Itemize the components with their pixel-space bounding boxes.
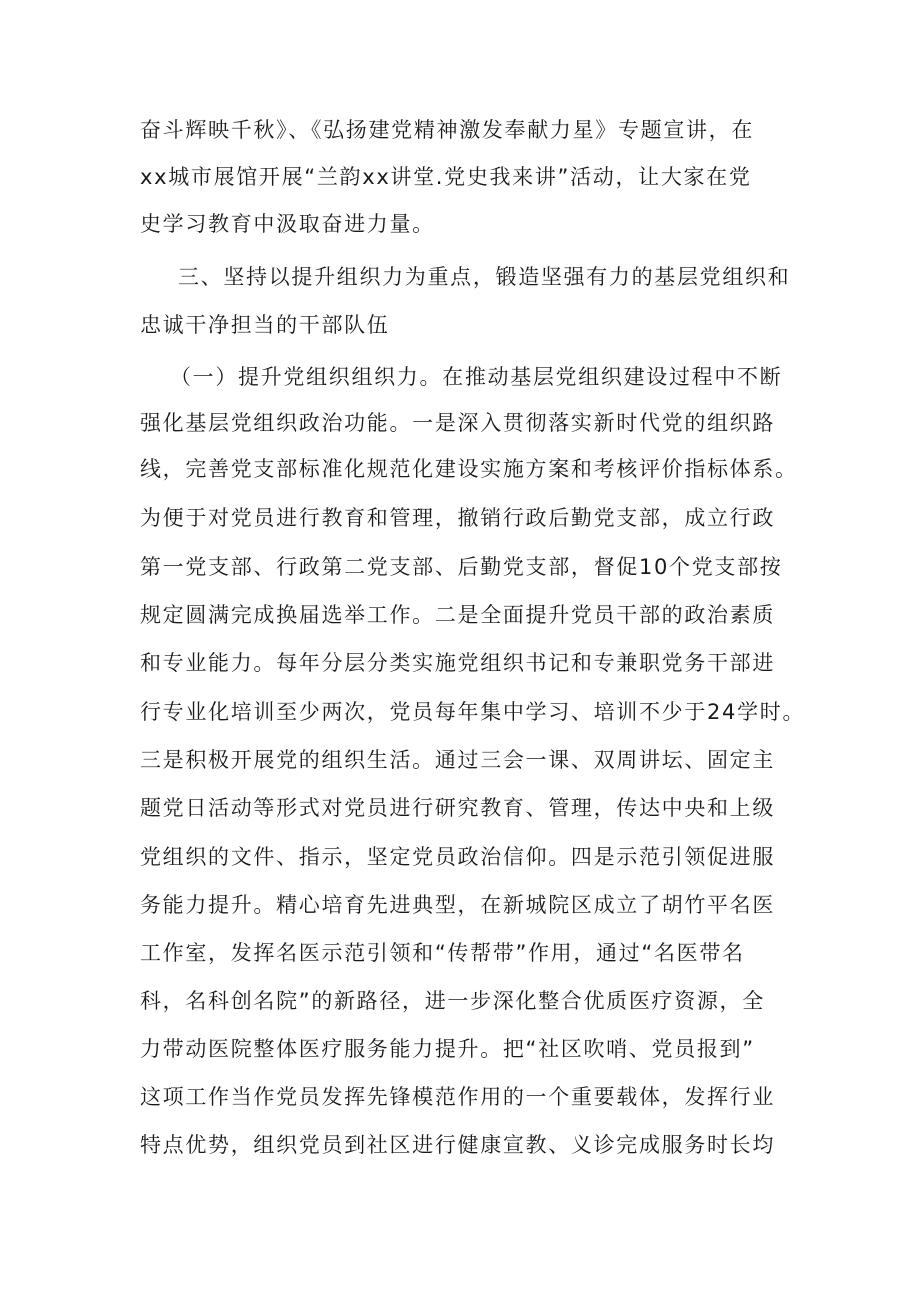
text-line: 为便于对党员进行教育和管理，撤销行政后勤党支部，成立行政 [140, 506, 776, 530]
text-line: 党组织的文件、指示，坚定党员政治信仰。四是示范引领促进服 [140, 845, 776, 869]
text-line: 务能力提升。精心培育先进典型，在新城院区成立了胡竹平名医 [140, 893, 776, 917]
text-line: 和专业能力。每年分层分类实施党组织书记和专兼职党务干部进 [140, 651, 776, 675]
text-line: 工作室，发挥名医示范引领和“传帮带”作用，通过“名医带名 [140, 941, 745, 965]
text-line: 奋斗辉映千秋》、《弘扬建党精神激发奉献力星》专题宣讲，在 [140, 118, 755, 142]
section-heading-line: 三、坚持以提升组织力为重点，锻造坚强有力的基层党组织和 [178, 265, 791, 289]
section-heading-line: 忠诚干净担当的干部队伍 [140, 313, 390, 337]
text-line: 题党日活动等形式对党员进行研究教育、管理，传达中央和上级 [140, 796, 776, 820]
text-line: 力带动医院整体医疗服务能力提升。把“社区吹哨、党员报到” [140, 1037, 755, 1061]
text-line: 科，名科创名院”的新路径，进一步深化整合优质医疗资源，全 [140, 989, 765, 1013]
text-line: xx城市展馆开展“兰韵xx讲堂.党史我来讲”活动，让大家在党 [140, 165, 752, 189]
text-line: 特点优势，组织党员到社区进行健康宣教、义诊完成服务时长均 [140, 1133, 776, 1157]
text-line: 第一党支部、行政第二党支部、后勤党支部，督促10个党支部按 [140, 555, 783, 579]
text-line: 强化基层党组织政治功能。一是深入贯彻落实新时代党的组织路 [140, 411, 776, 435]
text-line: 规定圆满完成换届选举工作。二是全面提升党员干部的政治素质 [140, 603, 776, 627]
text-line: 行专业化培训至少两次，党员每年集中学习、培训不少于24学时。 [140, 700, 806, 724]
text-line: 三是积极开展党的组织生活。通过三会一课、双周讲坛、固定主 [140, 748, 776, 772]
text-line: 史学习教育中汲取奋进力量。 [140, 212, 435, 236]
text-line: （一）提升党组织组织力。在推动基层党组织建设过程中不断 [170, 365, 783, 389]
text-line: 这项工作当作党员发挥先锋模范作用的一个重要载体，发挥行业 [140, 1085, 776, 1109]
text-line: 线，完善党支部标准化规范化建设实施方案和考核评价指标体系。 [140, 457, 798, 481]
